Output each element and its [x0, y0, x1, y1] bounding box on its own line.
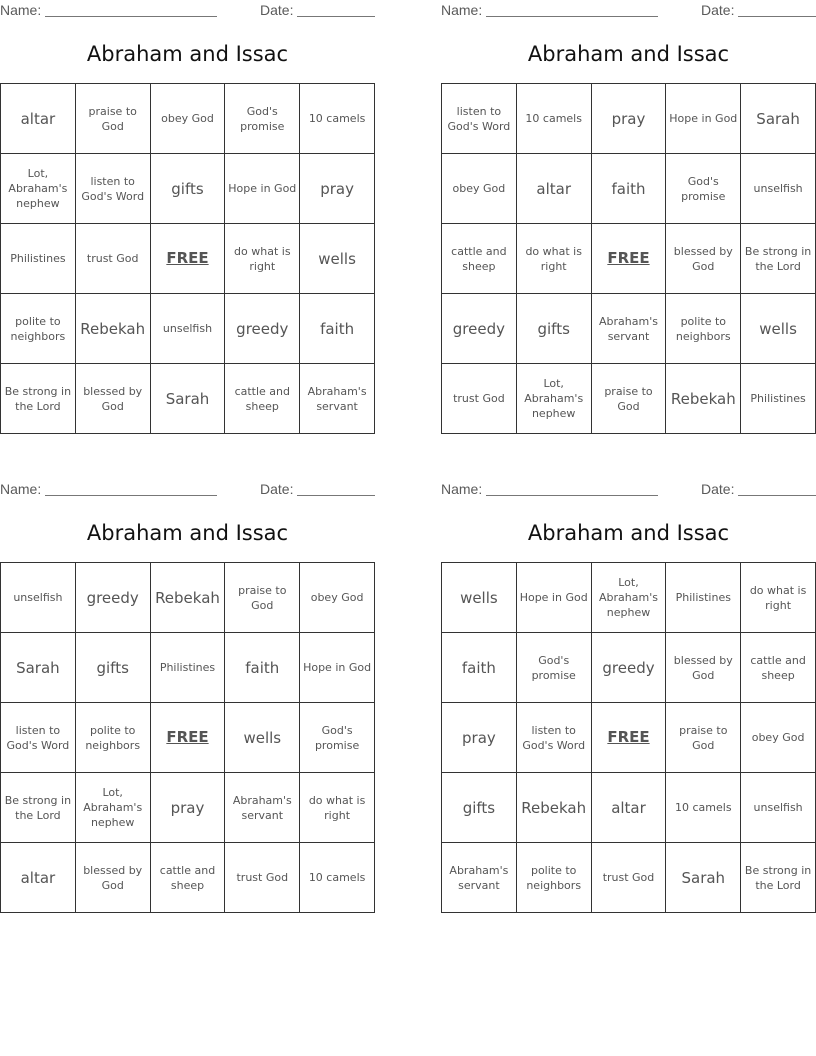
bingo-cell: Philistines [151, 633, 226, 703]
bingo-cell: altar [1, 84, 76, 154]
bingo-cell: gifts [151, 154, 226, 224]
bingo-cell: Hope in God [225, 154, 300, 224]
bingo-cell: polite to neighbors [666, 294, 741, 364]
bingo-cell: praise to God [225, 563, 300, 633]
name-date-row [0, 481, 375, 499]
bingo-cell: 10 camels [300, 843, 375, 913]
bingo-cell: Abraham's servant [592, 294, 667, 364]
name-label: Name: [0, 2, 42, 18]
bingo-cell: 10 camels [300, 84, 375, 154]
bingo-cell: blessed by God [666, 224, 741, 294]
free-space: FREE [592, 224, 667, 294]
bingo-cell: altar [592, 773, 667, 843]
bingo-cell: Hope in God [517, 563, 592, 633]
bingo-cell: gifts [442, 773, 517, 843]
bingo-cell: God's promise [666, 154, 741, 224]
date-blank [738, 495, 816, 496]
bingo-cell: wells [442, 563, 517, 633]
bingo-cell: praise to God [76, 84, 151, 154]
bingo-cell: wells [225, 703, 300, 773]
bingo-cell: do what is right [300, 773, 375, 843]
bingo-grid [0, 562, 375, 913]
date-label: Date: [701, 481, 735, 497]
bingo-cell: obey God [741, 703, 816, 773]
bingo-cell: cattle and sheep [151, 843, 226, 913]
bingo-cell: blessed by God [666, 633, 741, 703]
name-date-row [441, 481, 816, 499]
bingo-cell: Philistines [1, 224, 76, 294]
bingo-grid [441, 562, 816, 913]
bingo-cell: Sarah [151, 364, 226, 434]
bingo-cell: Lot, Abraham's nephew [592, 563, 667, 633]
date-blank [297, 495, 375, 496]
bingo-cell: polite to neighbors [517, 843, 592, 913]
bingo-cell: blessed by God [76, 364, 151, 434]
bingo-cell: obey God [151, 84, 226, 154]
bingo-cell: trust God [442, 364, 517, 434]
bingo-cell: Rebekah [76, 294, 151, 364]
free-space: FREE [592, 703, 667, 773]
bingo-cell: polite to neighbors [1, 294, 76, 364]
bingo-cell: Abraham's servant [225, 773, 300, 843]
bingo-cell: praise to God [592, 364, 667, 434]
date-label: Date: [701, 2, 735, 18]
bingo-cell: Philistines [666, 563, 741, 633]
bingo-cell: unselfish [741, 154, 816, 224]
bingo-cell: wells [300, 224, 375, 294]
bingo-cell: pray [300, 154, 375, 224]
bingo-cell: greedy [442, 294, 517, 364]
bingo-cell: listen to God's Word [76, 154, 151, 224]
date-label: Date: [260, 481, 294, 497]
date-blank [738, 16, 816, 17]
bingo-cell: listen to God's Word [1, 703, 76, 773]
bingo-cell: Rebekah [517, 773, 592, 843]
bingo-cell: unselfish [151, 294, 226, 364]
bingo-cell: trust God [76, 224, 151, 294]
bingo-cell: faith [442, 633, 517, 703]
bingo-cell: greedy [225, 294, 300, 364]
bingo-cell: Lot, Abraham's nephew [1, 154, 76, 224]
bingo-cell: God's promise [225, 84, 300, 154]
card-title: Abraham and Issac [86, 521, 289, 545]
bingo-cell: faith [300, 294, 375, 364]
bingo-cell: unselfish [1, 563, 76, 633]
bingo-cell: wells [741, 294, 816, 364]
bingo-cell: 10 camels [666, 773, 741, 843]
free-space: FREE [151, 703, 226, 773]
card-title: Abraham and Issac [527, 42, 730, 66]
bingo-cell: do what is right [517, 224, 592, 294]
bingo-cell: obey God [442, 154, 517, 224]
bingo-cell: pray [592, 84, 667, 154]
bingo-cell: God's promise [300, 703, 375, 773]
bingo-cell: Sarah [741, 84, 816, 154]
bingo-cell: faith [225, 633, 300, 703]
bingo-card [0, 0, 375, 435]
name-blank [486, 495, 658, 496]
bingo-card [441, 0, 816, 435]
bingo-grid [0, 83, 375, 434]
bingo-cell: polite to neighbors [76, 703, 151, 773]
name-label: Name: [0, 481, 42, 497]
bingo-cell: Be strong in the Lord [741, 843, 816, 913]
bingo-cell: praise to God [666, 703, 741, 773]
bingo-cell: Lot, Abraham's nephew [76, 773, 151, 843]
name-label: Name: [441, 2, 483, 18]
bingo-cell: altar [517, 154, 592, 224]
date-blank [297, 16, 375, 17]
bingo-cell: trust God [592, 843, 667, 913]
name-label: Name: [441, 481, 483, 497]
name-date-row [0, 2, 375, 20]
name-blank [45, 495, 217, 496]
bingo-cell: blessed by God [76, 843, 151, 913]
bingo-cell: Sarah [666, 843, 741, 913]
bingo-cell: 10 camels [517, 84, 592, 154]
bingo-cell: Sarah [1, 633, 76, 703]
card-title: Abraham and Issac [527, 521, 730, 545]
bingo-cell: Hope in God [666, 84, 741, 154]
bingo-cell: gifts [517, 294, 592, 364]
card-title: Abraham and Issac [86, 42, 289, 66]
bingo-cell: Abraham's servant [300, 364, 375, 434]
bingo-cell: pray [151, 773, 226, 843]
bingo-cell: God's promise [517, 633, 592, 703]
bingo-cell: cattle and sheep [741, 633, 816, 703]
bingo-cell: Be strong in the Lord [1, 364, 76, 434]
bingo-cell: pray [442, 703, 517, 773]
bingo-cell: do what is right [225, 224, 300, 294]
bingo-cell: gifts [76, 633, 151, 703]
bingo-cell: Abraham's servant [442, 843, 517, 913]
date-label: Date: [260, 2, 294, 18]
bingo-cell: cattle and sheep [225, 364, 300, 434]
name-date-row [441, 2, 816, 20]
name-blank [486, 16, 658, 17]
bingo-cell: altar [1, 843, 76, 913]
bingo-cell: cattle and sheep [442, 224, 517, 294]
bingo-cell: Rebekah [151, 563, 226, 633]
bingo-cell: greedy [592, 633, 667, 703]
bingo-card [0, 479, 375, 914]
bingo-card [441, 479, 816, 914]
bingo-cell: unselfish [741, 773, 816, 843]
bingo-cell: faith [592, 154, 667, 224]
bingo-cell: Philistines [741, 364, 816, 434]
bingo-cell: trust God [225, 843, 300, 913]
bingo-cell: Be strong in the Lord [741, 224, 816, 294]
bingo-cell: Be strong in the Lord [1, 773, 76, 843]
name-blank [45, 16, 217, 17]
bingo-cell: Hope in God [300, 633, 375, 703]
bingo-cell: do what is right [741, 563, 816, 633]
bingo-cell: Rebekah [666, 364, 741, 434]
bingo-cell: greedy [76, 563, 151, 633]
bingo-cell: Lot, Abraham's nephew [517, 364, 592, 434]
bingo-cell: listen to God's Word [517, 703, 592, 773]
bingo-cell: obey God [300, 563, 375, 633]
bingo-grid [441, 83, 816, 434]
bingo-cell: listen to God's Word [442, 84, 517, 154]
free-space: FREE [151, 224, 226, 294]
